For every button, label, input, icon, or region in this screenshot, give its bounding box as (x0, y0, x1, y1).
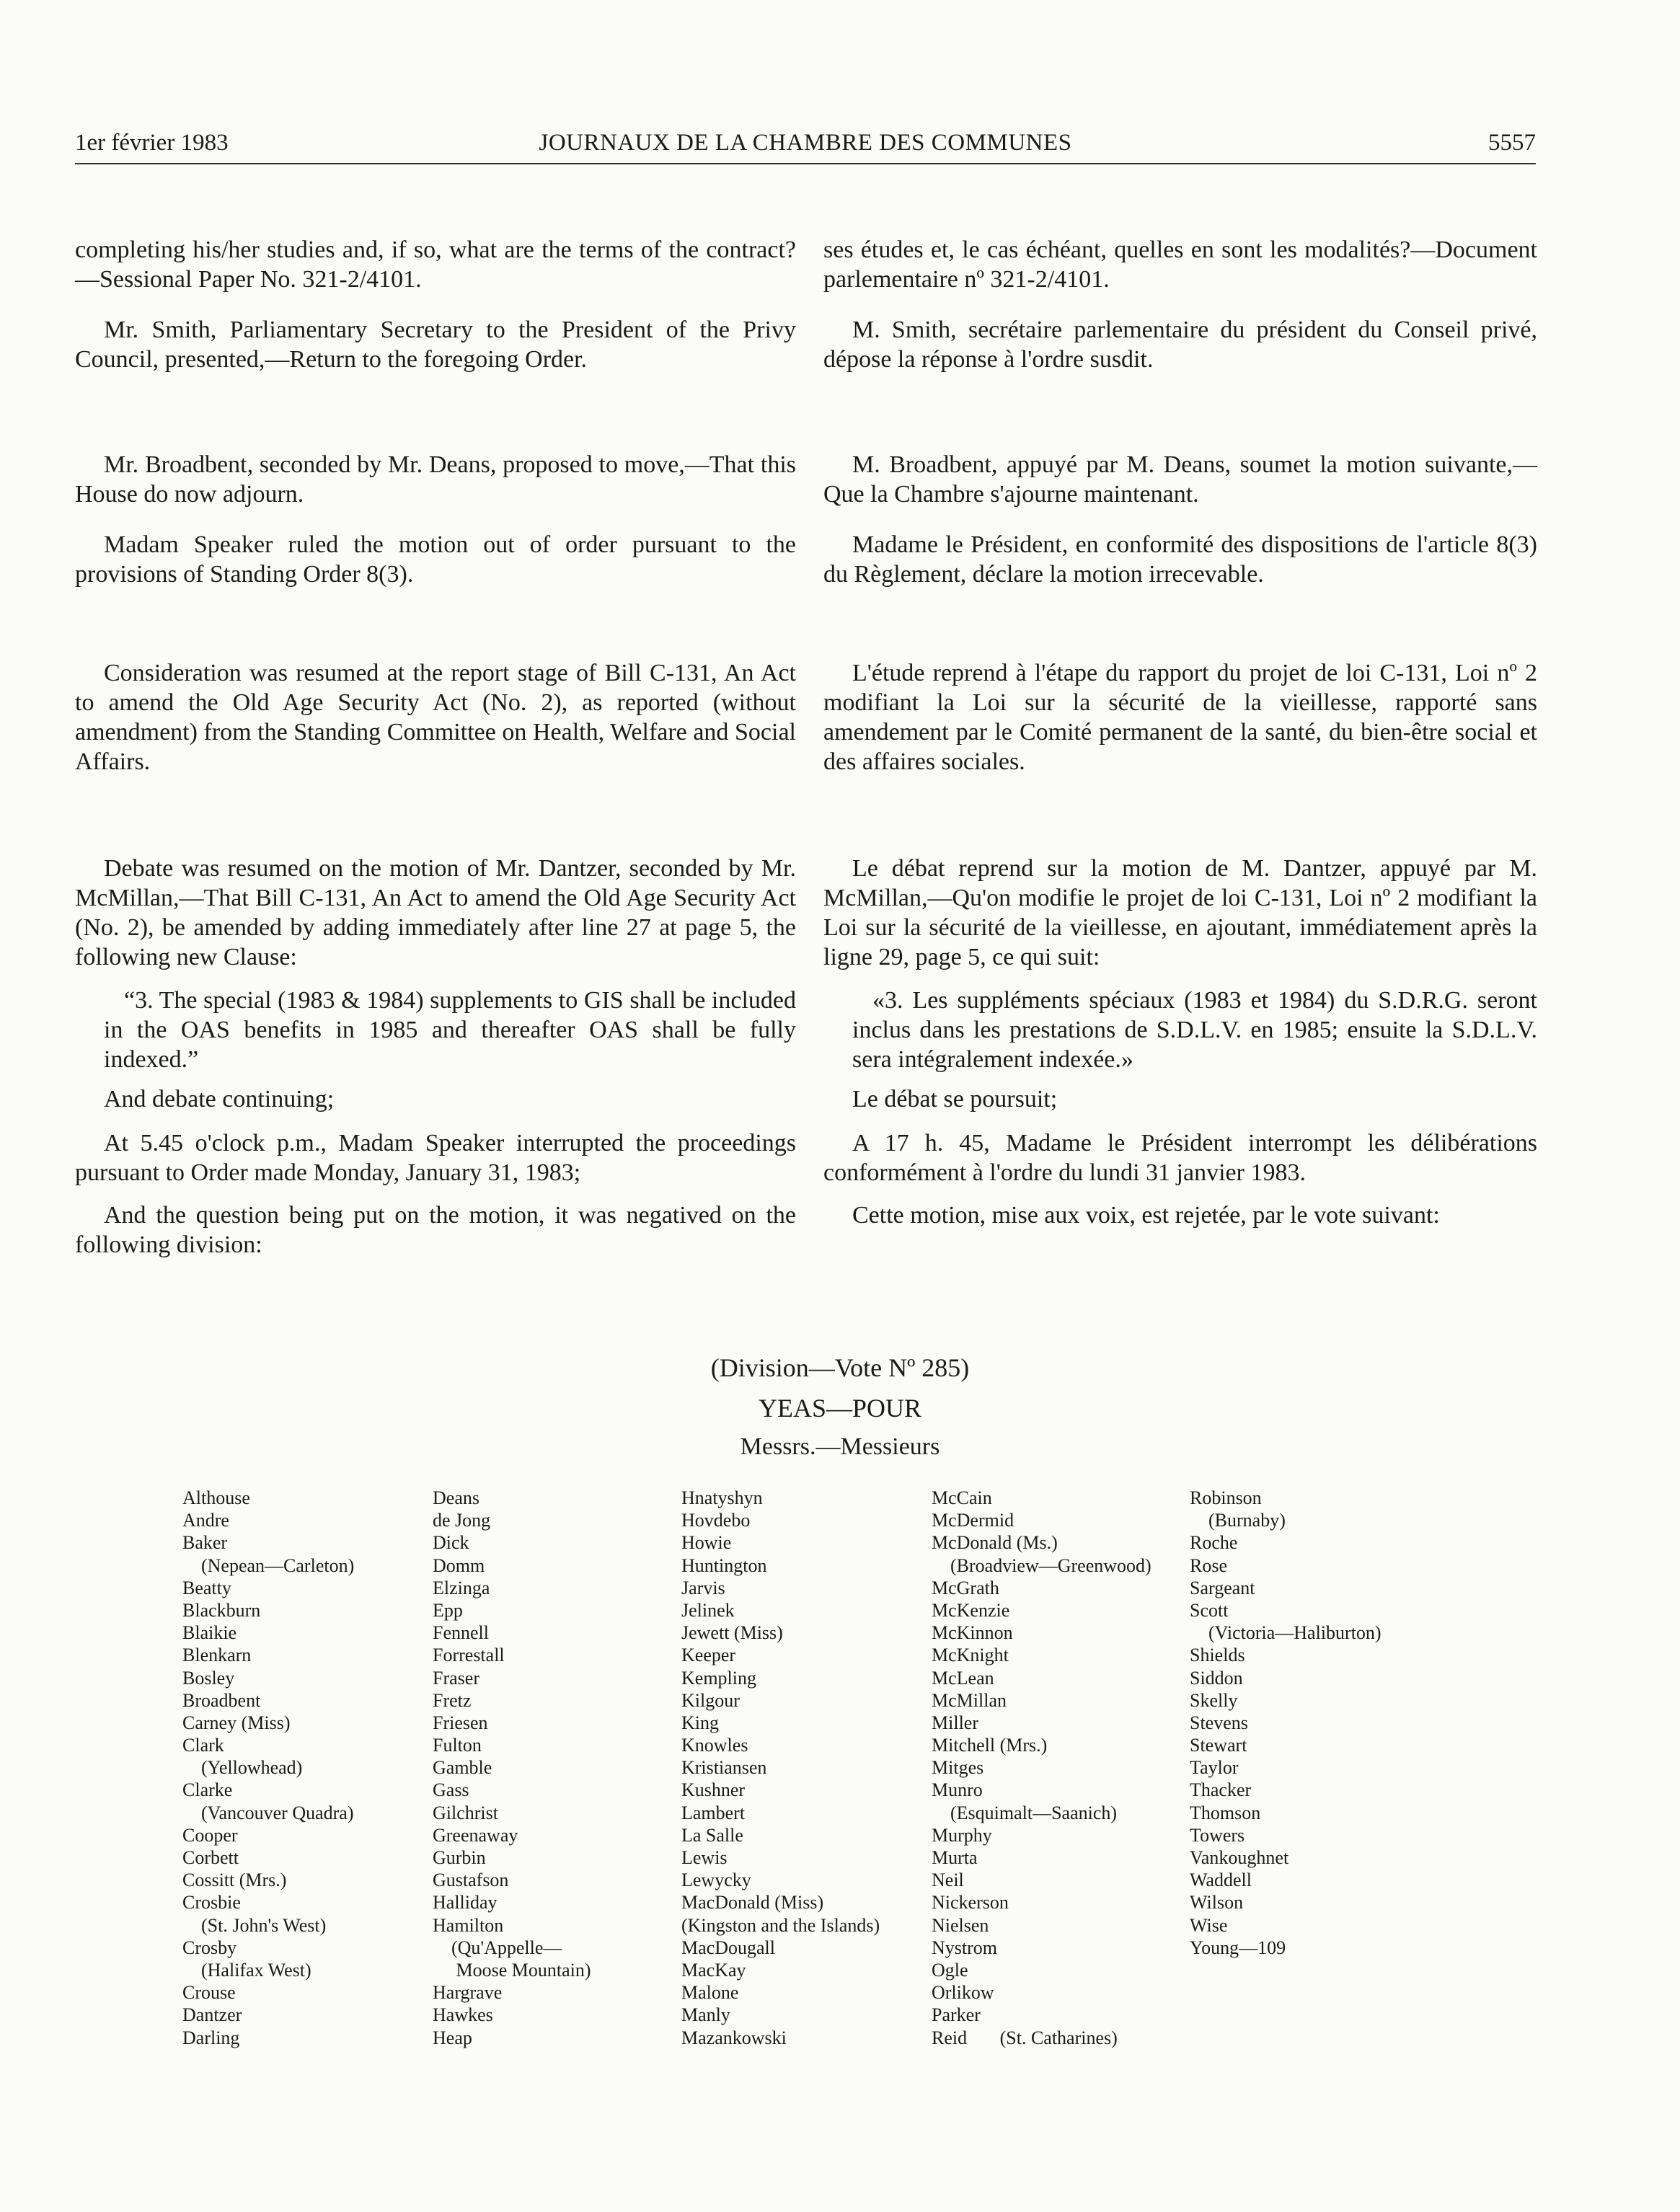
member-name: Wilson (1190, 1892, 1244, 1914)
fr-paragraph-1: ses études et, le cas échéant, quelles en sont les modalités?—Document parlementaire nº 321-2/4101. (823, 236, 1537, 293)
member-name: Moose Mountain) (433, 1959, 591, 1981)
member-name: Blaikie (182, 1622, 237, 1644)
member-name: Young—109 (1190, 1937, 1286, 1958)
member-name: Mazankowski (681, 2027, 787, 2048)
en-paragraph-10: And the question being put on the motion, it was negatived on the following division: (75, 1202, 796, 1258)
member-name: Wise (1190, 1914, 1228, 1936)
member-name: McLean (932, 1667, 994, 1689)
en-paragraph-6: Debate was resumed on the motion of Mr. Dantzer, seconded by Mr. McMillan,—That Bill C-131, An Act to amend the Old Age Security Act (No. 2), be amended by adding immediately after line 27 at page 5, the following new Clause: (75, 855, 796, 970)
member-name: Fretz (433, 1689, 472, 1711)
member-name: King (681, 1712, 719, 1733)
member-name: Corbett (182, 1847, 239, 1868)
member-name: Cooper (182, 1824, 238, 1846)
fr-paragraph-5: L'étude reprend à l'étape du rapport du projet de loi C-131, Loi nº 2 modifiant la Loi sur la sécurité de la vieillesse, rapporté sans amendement par le Comité permanent de la santé, du bien-être social et des affaires sociales. (823, 660, 1537, 775)
member-name: Manly (681, 2004, 730, 2026)
member-name: Dick (433, 1532, 469, 1554)
member-name: Nielsen (932, 1914, 989, 1936)
member-name: Ogle (932, 1959, 968, 1981)
member-name: Hawkes (433, 2004, 493, 2026)
member-name: Nickerson (932, 1892, 1009, 1914)
member-name: Robinson (1190, 1487, 1262, 1508)
member-name: Scott (1190, 1599, 1229, 1621)
member-name: Mitges (932, 1757, 984, 1779)
member-name: Carney (Miss) (182, 1712, 291, 1733)
member-name: Epp (433, 1599, 463, 1621)
member-name: Forrestall (433, 1645, 505, 1666)
en-paragraph-2: Mr. Smith, Parliamentary Secretary to the President of the Privy Council, presented,—Return to the foregoing Order. (75, 317, 796, 373)
fr-paragraph-6: Le débat reprend sur la motion de M. Dantzer, appuyé par M. McMillan,—Qu'on modifie le projet de loi C-131, Loi nº 2 modifiant la Loi sur la sécurité de la vieillesse, en ajoutant, immédiatement après la ligne 29, page 5, ce qui suit: (823, 855, 1537, 970)
member-name: McCain (932, 1487, 992, 1508)
member-name: (Halifax West) (182, 1959, 311, 1981)
member-name: Fulton (433, 1735, 482, 1756)
member-name: (Nepean—Carleton) (182, 1554, 355, 1576)
member-name: Shields (1190, 1645, 1245, 1666)
fr-paragraph-2: M. Smith, secrétaire parlementaire du président du Conseil privé, dépose la réponse à l'ordre susdit. (823, 317, 1537, 373)
member-name: Friesen (433, 1712, 488, 1733)
header-rule (75, 163, 1536, 164)
member-name: Murphy (932, 1824, 992, 1846)
member-name: de Jong (433, 1510, 491, 1531)
member-name: (Broadview—Greenwood) (932, 1554, 1151, 1576)
member-name: Clark (182, 1735, 224, 1756)
page-number: 5557 (1488, 130, 1536, 156)
member-name: Bosley (182, 1667, 235, 1689)
messrs-heading: Messrs.—Messieurs (740, 1433, 940, 1460)
member-name: Miller (932, 1712, 978, 1733)
member-name: Kempling (681, 1667, 756, 1689)
member-name: Orlikow (932, 1982, 994, 2004)
member-name: Huntington (681, 1554, 767, 1576)
member-name: Blackburn (182, 1599, 261, 1621)
names-column-4 (932, 1487, 1151, 2049)
member-name: Murta (932, 1847, 978, 1868)
member-name: Stewart (1190, 1735, 1247, 1756)
fr-paragraph-3: M. Broadbent, appuyé par M. Deans, soumet la motion suivante,—Que la Chambre s'ajourne maintenant. (823, 451, 1537, 508)
member-name: MacDonald (Miss) (681, 1892, 824, 1914)
member-name: Andre (182, 1510, 229, 1531)
member-name: Gilchrist (433, 1802, 498, 1823)
member-name: Clarke (182, 1779, 233, 1801)
member-name: Gustafson (433, 1870, 509, 1891)
member-name: Kushner (681, 1779, 746, 1801)
member-name: McMillan (932, 1689, 1007, 1711)
member-name: La Salle (681, 1824, 743, 1846)
member-name: McKinnon (932, 1622, 1013, 1644)
member-name: Knowles (681, 1735, 748, 1756)
member-name: Jewett (Miss) (681, 1622, 783, 1644)
member-name: (St. John's West) (182, 1914, 327, 1936)
member-name: Siddon (1190, 1667, 1243, 1689)
en-paragraph-3: Mr. Broadbent, seconded by Mr. Deans, proposed to move,—That this House do now adjourn. (75, 451, 796, 508)
member-name: Reid (St. Catharines) (932, 2027, 1118, 2048)
member-name: Darling (182, 2027, 240, 2048)
en-paragraph-8: And debate continuing; (104, 1086, 335, 1112)
member-name: Fraser (433, 1667, 479, 1689)
member-name: McDermid (932, 1510, 1014, 1531)
member-name: (Esquimalt—Saanich) (932, 1802, 1118, 1823)
member-name: Kristiansen (681, 1757, 767, 1779)
member-name: Dantzer (182, 2004, 242, 2026)
member-name: Nystrom (932, 1937, 997, 1958)
member-name: Althouse (182, 1487, 250, 1508)
page-header (75, 124, 1536, 162)
en-paragraph-5: Consideration was resumed at the report stage of Bill C-131, An Act to amend the Old Age Security Act (No. 2), as reported (without amendment) from the Standing Committee on Health, Welfare and Social Affairs. (75, 660, 796, 775)
member-name: Jarvis (681, 1577, 725, 1598)
member-name: Elzinga (433, 1577, 490, 1598)
member-name: Mitchell (Mrs.) (932, 1735, 1048, 1756)
names-column-5 (1190, 1487, 1381, 1959)
member-name: Crouse (182, 1982, 236, 2004)
member-name: Kilgour (681, 1689, 740, 1711)
header-title: JOURNAUX DE LA CHAMBRE DES COMMUNES (539, 130, 1072, 156)
member-name: Waddell (1190, 1870, 1252, 1891)
member-name: McKnight (932, 1645, 1009, 1666)
member-name: Greenaway (433, 1824, 518, 1846)
names-column-2 (433, 1487, 591, 2049)
member-name: Hargrave (433, 1982, 503, 2004)
fr-paragraph-4: Madame le Président, en conformité des dispositions de l'article 8(3) du Règlement, déclare la motion irrecevable. (823, 531, 1537, 588)
member-name: Hamilton (433, 1914, 504, 1936)
member-name: Heap (433, 2027, 472, 2048)
member-name: Thacker (1190, 1779, 1252, 1801)
member-name: Neil (932, 1870, 964, 1891)
member-name: Vankoughnet (1190, 1847, 1289, 1868)
member-name: Stevens (1190, 1712, 1248, 1733)
member-name: Gamble (433, 1757, 492, 1779)
member-name: Lambert (681, 1802, 746, 1823)
member-name: Roche (1190, 1532, 1238, 1554)
member-name: Rose (1190, 1554, 1227, 1576)
member-name: Hnatyshyn (681, 1487, 763, 1508)
member-name: Jelinek (681, 1599, 735, 1621)
member-name: McKenzie (932, 1599, 1010, 1621)
member-name: Parker (932, 2004, 981, 2026)
member-name: (Victoria—Haliburton) (1190, 1622, 1381, 1644)
member-name: Deans (433, 1487, 479, 1508)
en-quote: “3. The special (1983 & 1984) supplements to GIS shall be included in the OAS benefits in 1985 and thereafter OAS shall be fully indexed.” (104, 987, 796, 1073)
names-column-3 (681, 1487, 880, 2049)
member-name: Gass (433, 1779, 469, 1801)
member-name: Hovdebo (681, 1510, 751, 1531)
header-date: 1er février 1983 (75, 130, 229, 156)
member-name: Baker (182, 1532, 228, 1554)
en-paragraph-4: Madam Speaker ruled the motion out of order pursuant to the provisions of Standing Order 8(3). (75, 531, 796, 588)
division-title: (Division—Vote Nº 285) (710, 1353, 970, 1382)
names-column-1 (182, 1487, 354, 2049)
fr-paragraph-10: Cette motion, mise aux voix, est rejetée, par le vote suivant: (852, 1202, 1440, 1229)
member-name: Malone (681, 1982, 739, 2004)
fr-paragraph-8: Le débat se poursuit; (852, 1086, 1058, 1112)
yeas-heading: YEAS—POUR (758, 1394, 922, 1423)
member-name: Blenkarn (182, 1645, 252, 1666)
en-paragraph-1: completing his/her studies and, if so, what are the terms of the contract?—Sessional Paper No. 321-2/4101. (75, 236, 796, 293)
member-name: Cossitt (Mrs.) (182, 1870, 287, 1891)
member-name: (Kingston and the Islands) (681, 1914, 880, 1936)
member-name: Lewis (681, 1847, 728, 1868)
fr-quote: «3. Les suppléments spéciaux (1983 et 1984) du S.D.R.G. seront inclus dans les prestations de S.D.L.V. en 1985; ensuite la S.D.L.V. sera intégralement indexée.» (852, 987, 1537, 1073)
member-name: Beatty (182, 1577, 231, 1598)
member-name: (Vancouver Quadra) (182, 1802, 354, 1823)
member-name: MacDougall (681, 1937, 775, 1958)
member-name: Thomson (1190, 1802, 1261, 1823)
member-name: Towers (1190, 1824, 1245, 1846)
member-name: (Burnaby) (1190, 1510, 1286, 1531)
member-name: McDonald (Ms.) (932, 1532, 1058, 1554)
member-name: MacKay (681, 1959, 746, 1981)
member-name: Gurbin (433, 1847, 486, 1868)
member-name: Keeper (681, 1645, 736, 1666)
member-name: Taylor (1190, 1757, 1239, 1779)
en-paragraph-9: At 5.45 o'clock p.m., Madam Speaker interrupted the proceedings pursuant to Order made Monday, January 31, 1983; (75, 1130, 796, 1186)
member-name: Skelly (1190, 1689, 1238, 1711)
member-name: Lewycky (681, 1870, 751, 1891)
member-name: Crosby (182, 1937, 237, 1958)
member-name: Munro (932, 1779, 983, 1801)
member-name: Sargeant (1190, 1577, 1255, 1598)
member-name: (Yellowhead) (182, 1757, 303, 1779)
member-name: Howie (681, 1532, 732, 1554)
fr-paragraph-9: A 17 h. 45, Madame le Président interrompt les délibérations conformément à l'ordre du lundi 31 janvier 1983. (823, 1130, 1537, 1186)
member-name: (Qu'Appelle— (433, 1937, 562, 1958)
member-name: McGrath (932, 1577, 999, 1598)
member-name: Broadbent (182, 1689, 261, 1711)
member-name: Crosbie (182, 1892, 241, 1914)
member-name: Halliday (433, 1892, 498, 1914)
member-name: Domm (433, 1554, 485, 1576)
member-name: Fennell (433, 1622, 489, 1644)
